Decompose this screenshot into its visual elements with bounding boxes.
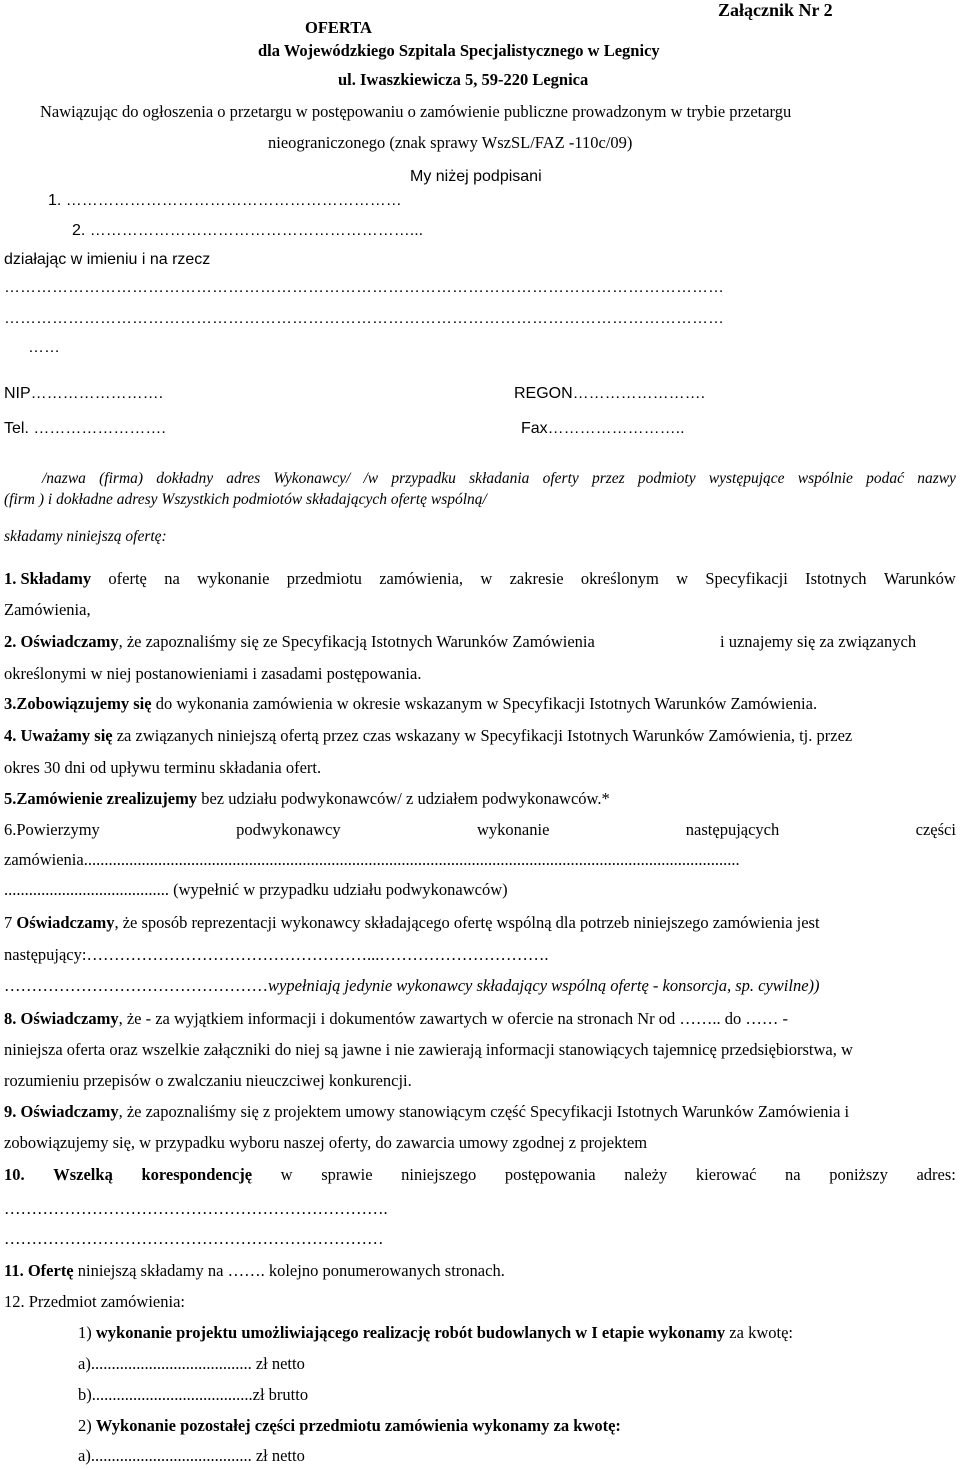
fax-field: Fax…………………….. <box>521 420 685 437</box>
item-2-line-2: określonymi w niej postanowieniami i zasadami postępowania. <box>4 664 422 683</box>
item-12-sub-2: 2) Wykonanie pozostałej części przedmiotu zamówienia wykonamy za kwotę: <box>78 1416 621 1435</box>
acting-on-behalf-label: działając w imieniu i na rzecz <box>4 251 211 268</box>
note-line-2: (firm ) i dokładne adresy Wszystkich podmiotów składających ofertę wspólną/ <box>4 491 487 508</box>
regon-field: REGON……………………. <box>514 385 706 402</box>
item-12-sub-1-brutto: b).......................................zł brutto <box>78 1385 309 1404</box>
item-10-address-line-1: ……………………………………………………………. <box>4 1199 388 1218</box>
item-12-sub-1-netto: a)....................................... zł netto <box>78 1354 305 1373</box>
signatory-1-line: 1. ……………………………………………………… <box>48 192 402 209</box>
item-9-line-1: 9. Oświadczamy, że zapoznaliśmy się z projektem umowy stanowiącym część Specyfikacji Istotnych Warunków Zamówienia i <box>4 1102 850 1121</box>
item-4-line-1: 4. Uważamy się za związanych niniejszą ofertą przez czas wskazany w Specyfikacji Istotnych Warunków Zamówienia, tj. przez <box>4 726 853 745</box>
tel-field: Tel. ……………………. <box>4 420 166 437</box>
item-11-line: 11. Ofertę niniejszą składamy na ……. kolejno ponumerowanych stronach. <box>4 1261 505 1280</box>
document-title: OFERTA <box>305 18 372 37</box>
item-8-line-2: niniejsza oferta oraz wszelkie załączniki do niej są jawne i nie zawierają informacji stanowiących tajemnicę przedsiębiorstwa, w <box>4 1040 853 1059</box>
item-1-line-2: Zamówienia, <box>4 600 91 619</box>
item-4-line-2: okres 30 dni od upływu terminu składania ofert. <box>4 758 322 777</box>
company-dots-line-1: ……………………………………………………………………………………………………………………… <box>4 279 724 296</box>
item-6-line-3: ........................................ (wypełnić w przypadku udziału podwykonawców) <box>4 880 508 899</box>
item-1-line-1: 1. Składamy ofertę na wykonanie przedmiotu zamówienia, w zakresie określonym w Specyfikacji Istotnych Warunków <box>4 569 956 588</box>
item-6-line-1: 6.Powierzymy podwykonawcy wykonanie następujących części <box>4 820 956 839</box>
item-8-line-1: 8. Oświadczamy, że - za wyjątkiem informacji i dokumentów zawartych w ofercie na stronach Nr od …….. do …… - <box>4 1009 788 1028</box>
item-2-line-1-right: i uznajemy się za związanych <box>720 632 917 651</box>
item-8-line-3: rozumieniu przepisów o zwalczaniu nieuczciwej konkurencji. <box>4 1071 412 1090</box>
item-7-line-3: …………………………………………wypełniają jedynie wykonawcy składający wspólną ofertę - konsorcja, sp. cywilne)) <box>4 976 820 995</box>
company-dots-line-2: ……………………………………………………………………………………………………………………… <box>4 310 724 327</box>
item-2-line-1: 2. Oświadczamy, że zapoznaliśmy się ze Specyfikacją Istotnych Warunków Zamówienia <box>4 632 595 651</box>
signatory-2-line: 2. ……………………………………………………... <box>72 222 424 239</box>
item-3-line: 3.Zobowiązujemy się do wykonania zamówienia w okresie wskazanym w Specyfikacji Istotnych Warunków Zamówienia. <box>4 694 818 713</box>
nip-field: NIP……………………. <box>4 385 164 402</box>
item-7-line-2: następujący:……………………………………………...…………………………. <box>4 945 549 964</box>
item-12-sub-1: 1) wykonanie projektu umożliwiającego realizację robót budowlanych w I etapie wykonamy za kwotę: <box>78 1323 793 1342</box>
item-12-heading: 12. Przedmiot zamówienia: <box>4 1292 185 1311</box>
item-9-line-2: zobowiązujemy się, w przypadku wyboru naszej oferty, do zawarcia umowy zgodnej z projektem <box>4 1133 648 1152</box>
signatories-label: My niżej podpisani <box>410 168 542 185</box>
item-10-address-line-2: …………………………………………………………… <box>4 1229 384 1248</box>
item-6-line-2: zamówienia............................................................................................................................................................... <box>4 851 740 869</box>
company-dots-line-3: …… <box>28 339 60 356</box>
recipient-name: dla Wojewódzkiego Szpitala Specjalistycznego w Legnicy <box>258 41 660 60</box>
recipient-address: ul. Iwaszkiewicza 5, 59-220 Legnica <box>338 70 589 89</box>
item-10-line-1: 10. Wszelką korespondencję w sprawie niniejszego postępowania należy kierować na poniższy adres: <box>4 1165 956 1184</box>
note-line-1: /nazwa (firma) dokładny adres Wykonawcy/ /w przypadku składania oferty przez podmioty występujące wspólnie podać nazwy <box>42 470 956 487</box>
attachment-label: Załącznik Nr 2 <box>718 0 833 20</box>
item-12-sub-2-netto: a)....................................... zł netto <box>78 1446 305 1465</box>
intro-line-1: Nawiązując do ogłoszenia o przetargu w postępowaniu o zamówienie publiczne prowadzonym w trybie przetargu <box>40 102 792 121</box>
intro-line-2: nieograniczonego (znak sprawy WszSL/FAZ -110c/09) <box>268 133 633 152</box>
item-5-line: 5.Zamówienie zrealizujemy bez udziału podwykonawców/ z udziałem podwykonawców.* <box>4 789 610 808</box>
submit-offer-label: składamy niniejszą ofertę: <box>4 528 167 545</box>
item-7-line-1: 7 Oświadczamy, że sposób reprezentacji wykonawcy składającego ofertę wspólną dla potrzeb niniejszego zamówienia jest <box>4 913 820 932</box>
